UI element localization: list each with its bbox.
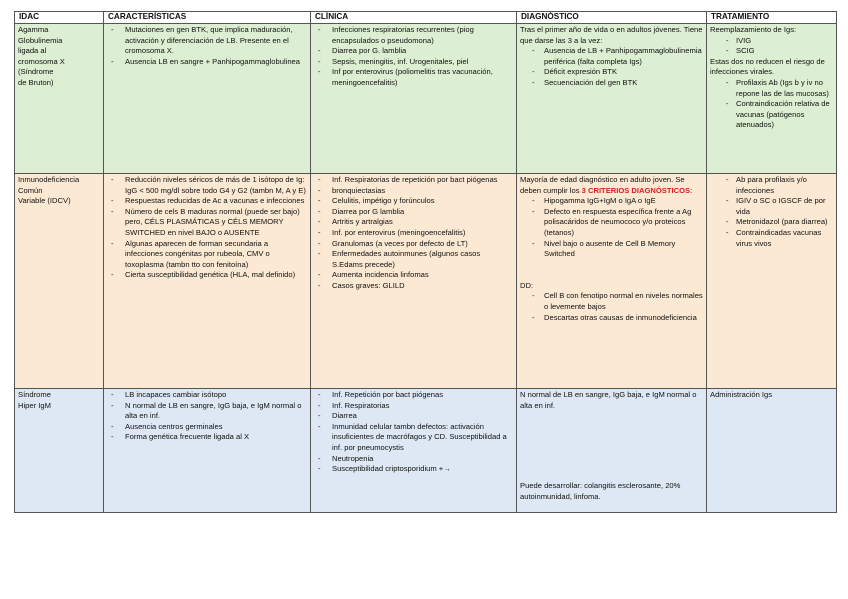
list-item: - Diarrea — [314, 411, 513, 422]
list-item: - Metronidazol (para diarrea) — [710, 217, 833, 228]
list-item: - Número de cels B maduras normal (puede ser bajo) pero, CÉLS PLASMÁTICAS y CÉLS MEMORY SWITCHED en nivel BAJO o AUSENTE — [107, 207, 307, 239]
list-item: - Inf por enterovirus (poliomelitis tras vacunación, meningoencefalitis) — [314, 67, 513, 88]
list-item: - Susceptibilidad criptosporidium +→ — [314, 464, 513, 475]
cell-clinica — [311, 389, 517, 513]
list-item: - Cell B con fenotipo normal en niveles normales o levemente bajos — [520, 291, 703, 312]
list-item: - Mutaciones en gen BTK, que implica maduración, activación y diferenciación de LB. Presente en el cromosoma X. — [107, 25, 307, 57]
list-item: - Infecciones respiratorias recurrentes (piog encapsulados o pseudomona) — [314, 25, 513, 46]
diagnostico-intro: N normal de LB en sangre, IgG baja, e IgM normal o alta en inf. — [520, 390, 697, 410]
table-row-hiper-igm — [15, 389, 837, 513]
name-line: Síndrome — [18, 390, 51, 399]
cell-clinica — [311, 174, 517, 389]
name-line: (Síndrome — [18, 67, 54, 77]
diagnostico-intro — [520, 175, 703, 196]
cell-tratamiento — [707, 24, 837, 174]
cell-diagnostico — [517, 24, 707, 174]
cell-idac-name — [15, 174, 104, 389]
cell-caracteristicas — [104, 174, 311, 389]
cell-tratamiento — [707, 174, 837, 389]
list-item: - Enfermedades autoinmunes (algunos casos S.Edams precede) — [314, 249, 513, 270]
list-item: - Inf. Respiratorias de repetición por bact piógenas — [314, 175, 513, 186]
list-item: - Inf. Repetición por bact piógenas — [314, 390, 513, 401]
list-item: - Algunas aparecen de forman secundaria a infecciones congénitas por rubeola, CMV o toxoplasma (tambn tto con fenitoína) — [107, 239, 307, 271]
diagnostico-intro: Tras el primer año de vida o en adultos jóvenes. Tiene que darse las 3 a la vez: — [520, 25, 703, 45]
list-item: - Cierta susceptibilidad genética (HLA, mal definido) — [107, 270, 307, 281]
diagnostico-intro-colon: : — [690, 185, 693, 195]
name-line: Globulinemia — [18, 35, 63, 45]
list-item: - Déficit expresión BTK — [520, 67, 703, 78]
list-item: - Inmunidad celular tambn defectos: activación insuficientes de macrófagos y CD. Susceptibilidad a inf. por pneumocystis — [314, 422, 513, 454]
list-item: - Reducción niveles séricos de más de 1 isótopo de Ig: IgG < 500 mg/dl sobre todo G4 y G2 (tambn M, A y E) — [107, 175, 307, 196]
name-line: Hiper IgM — [18, 400, 51, 410]
list-item: - Casos graves: GLILD — [314, 281, 513, 292]
cell-idac-name — [15, 389, 104, 513]
list-item: - bronquiectasias — [314, 186, 513, 197]
list-item: - Defecto en respuesta específica frente a Ag polisacáridos de neumococo y/o proteicos (tetanos) — [520, 207, 703, 239]
list-item: - Celulitis, impétigo y forúnculos — [314, 196, 513, 207]
list-item: - Diarrea por G. lamblia — [314, 46, 513, 57]
dd-label: DD: — [520, 280, 534, 290]
tratamiento-intro: Reemplazamiento de Igs: — [710, 25, 797, 34]
diagnostico-extra: Puede desarrollar: colangitis esclerosante, 20% autoinmunidad, linfoma. — [520, 481, 681, 501]
table-row-bruton — [15, 24, 837, 174]
idac-table — [14, 11, 837, 513]
list-item: - Contraindicadas vacunas virus vivos — [710, 228, 833, 249]
table-header-row — [15, 12, 837, 24]
list-item: - Granulomas (a veces por defecto de LT) — [314, 239, 513, 250]
list-item: - Descartas otras causas de inmunodeficiencia — [520, 313, 703, 324]
list-item: - SCIG — [710, 46, 833, 57]
header-tratamiento: TRATAMIENTO — [707, 12, 837, 24]
list-item: - Forma genética frecuente ligada al X — [107, 432, 307, 443]
cell-diagnostico — [517, 174, 707, 389]
list-item: - Sepsis, meningitis, inf. Urogenitales, piel — [314, 57, 513, 68]
list-item: - Respuestas reducidas de Ac a vacunas e infecciones — [107, 196, 307, 207]
tratamiento-intro: Administración Igs — [710, 390, 773, 399]
list-item: - Nivel bajo o ausente de Cell B Memory Switched — [520, 239, 703, 260]
cell-tratamiento — [707, 389, 837, 513]
list-item: - Hipogamma IgG+IgM o IgA o IgE — [520, 196, 703, 207]
cell-idac-name — [15, 24, 104, 174]
list-item: - Inf. por enterovirus (meningoencefalitis) — [314, 228, 513, 239]
list-item: - Diarrea por G lamblia — [314, 207, 513, 218]
list-item: - Ausencia LB en sangre + Panhipogammaglobulinea — [107, 57, 307, 68]
diagnostico-intro-text: Mayoría de edad diagnóstico en adulto joven. Se deben cumplir los — [520, 175, 685, 195]
list-item: - IVIG — [710, 36, 833, 47]
name-line: de Bruton) — [18, 77, 54, 87]
cell-caracteristicas — [104, 24, 311, 174]
criterios-highlight: 3 CRITERIOS DIAGNÓSTICOS — [581, 185, 691, 195]
cell-diagnostico — [517, 389, 707, 513]
header-idac: IDAC — [15, 12, 104, 24]
tratamiento-note: Estas dos no reducen el riesgo de infecciones virales. — [710, 56, 825, 77]
cell-clinica — [311, 24, 517, 174]
list-item: - Profilaxis Ab (Igs b y iv no repone las de las mucosas) — [710, 78, 833, 99]
header-caracteristicas: CARACTERÍSTICAS — [104, 12, 311, 24]
list-item: - Artritis y artralgias — [314, 217, 513, 228]
list-item: - N normal de LB en sangre, IgG baja, e IgM normal o alta en inf. — [107, 401, 307, 422]
idac-table-sheet — [14, 11, 837, 513]
list-item: - Neutropenia — [314, 454, 513, 465]
list-item: - Ausencia de LB + Panhipogammaglobulinemia periférica (falta completa Igs) — [520, 46, 703, 67]
list-item: - LB incapaces cambiar isótopo — [107, 390, 307, 401]
header-clinica: CLÍNICA — [311, 12, 517, 24]
list-item: - Secuenciación del gen BTK — [520, 78, 703, 89]
name-line: cromosoma X — [18, 56, 65, 66]
name-line: Común — [18, 185, 43, 195]
list-item: - IGIV o SC o IGSCF de por vida — [710, 196, 833, 217]
name-line: Variable (IDCV) — [18, 196, 71, 206]
list-item: - Inf. Respiratorias — [314, 401, 513, 412]
cell-caracteristicas — [104, 389, 311, 513]
list-item: - Ab para profilaxis y/o infecciones — [710, 175, 833, 196]
name-line: ligada al — [18, 46, 47, 56]
name-line: Inmunodeficiencia — [18, 175, 80, 184]
list-item: - Ausencia centros germinales — [107, 422, 307, 433]
table-row-idcv — [15, 174, 837, 389]
header-diagnostico: DIAGNÓSTICO — [517, 12, 707, 24]
list-item: - Contraindicación relativa de vacunas (patógenos atenuados) — [710, 99, 833, 131]
list-item: - Aumenta incidencia linfomas — [314, 270, 513, 281]
name-line: Agamma — [18, 25, 49, 34]
